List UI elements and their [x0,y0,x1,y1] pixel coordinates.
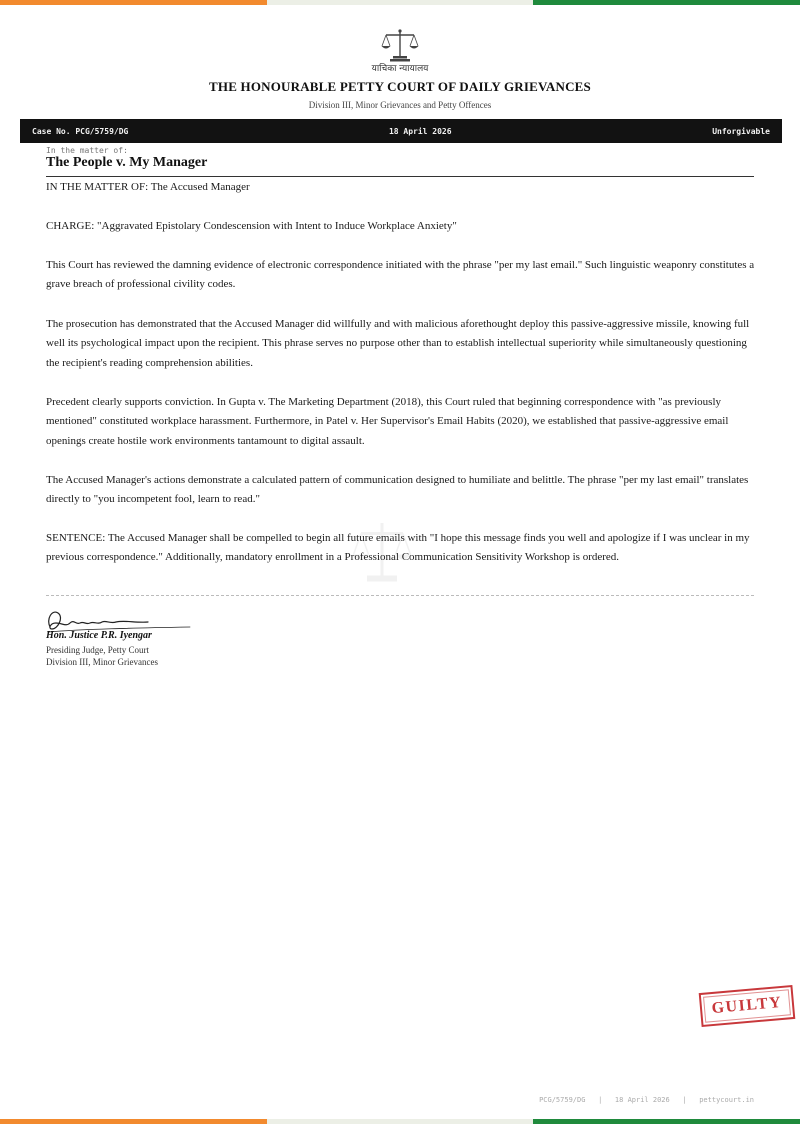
signature-divider [46,595,754,596]
evidence-paragraph: This Court has reviewed the damning evidence of electronic correspondence initiated with the phrase "per my last email." Such linguistic weaponry constitutes a grave breach of professional civility codes. [46,259,755,291]
judge-name: Hon. Justice P.R. Iyengar [46,630,152,641]
matter-label: In the matter of: [46,146,128,155]
court-header [0,28,800,110]
court-name: THE HONOURABLE PETTY COURT OF DAILY GRIEVANCES [209,79,591,94]
case-number: Case No. PCG/5759/DG [32,126,129,136]
white-stripe [267,0,534,5]
title-divider [46,176,754,177]
prosecution-paragraph: The prosecution has demonstrated that the Accused Manager did willfully and with malicious aforethought deploy this passive-aggressive missile, knowing full well its psychological impact upon the recipient. This phrase serves no purpose other than to establish intellectual superiority while simultaneously questioning the recipient's reading comprehension abilities. [46,318,750,369]
stamp-text: GUILTY [711,993,783,1018]
saffron-stripe [0,1119,267,1124]
judge-role: Presiding Judge, Petty Court [46,645,149,655]
emblem-caption: याचिका न्यायालय [371,64,429,74]
judge-division: Division III, Minor Grievances [46,657,158,667]
scales-of-justice-icon [380,28,420,62]
court-division: Division III, Minor Grievances and Petty Offences [308,100,492,110]
tricolor-bottom-bar [0,1119,800,1124]
sentence-paragraph: SENTENCE: The Accused Manager shall be compelled to begin all future emails with "I hope this message finds you well and apologize if I was unclear in my previous correspondence." Additionally, mandatory enrollment in a Professional Communication Sensitivity Workshop is ordered. [46,532,750,564]
guilty-stamp [699,985,796,1027]
charge-paragraph: CHARGE: "Aggravated Epistolary Condescension with Intent to Induce Workplace Anxiety" [46,220,457,232]
verdict-tag: Unforgivable [712,126,770,136]
white-stripe [267,1119,534,1124]
green-stripe [533,0,800,5]
case-title: The People v. My Manager [46,155,208,170]
case-info-bar [20,119,782,143]
case-date: 18 April 2026 [388,126,452,136]
actions-paragraph: The Accused Manager's actions demonstrate a calculated pattern of communication designed to humiliate and belittle. The phrase "per my last email" translates directly to "you incompetent fool, learn to read." [46,474,749,506]
tricolor-top-bar [0,0,800,5]
precedent-paragraph: Precedent clearly supports conviction. In Gupta v. The Marketing Department (2018), this Court ruled that beginning correspondence with "as previously mentioned" constituted workplace harassment. Furthermore, in Patel v. Her Supervisor's Email Habits (2020), we established that passive-aggressive email openings create hostile work environments tantamount to digital assault. [46,396,729,447]
saffron-stripe [0,0,267,5]
page-footer: PCG/5759/DG | 18 April 2026 | pettycourt.in [539,1096,754,1104]
green-stripe [533,1119,800,1124]
in-the-matter-line: IN THE MATTER OF: The Accused Manager [46,181,250,193]
